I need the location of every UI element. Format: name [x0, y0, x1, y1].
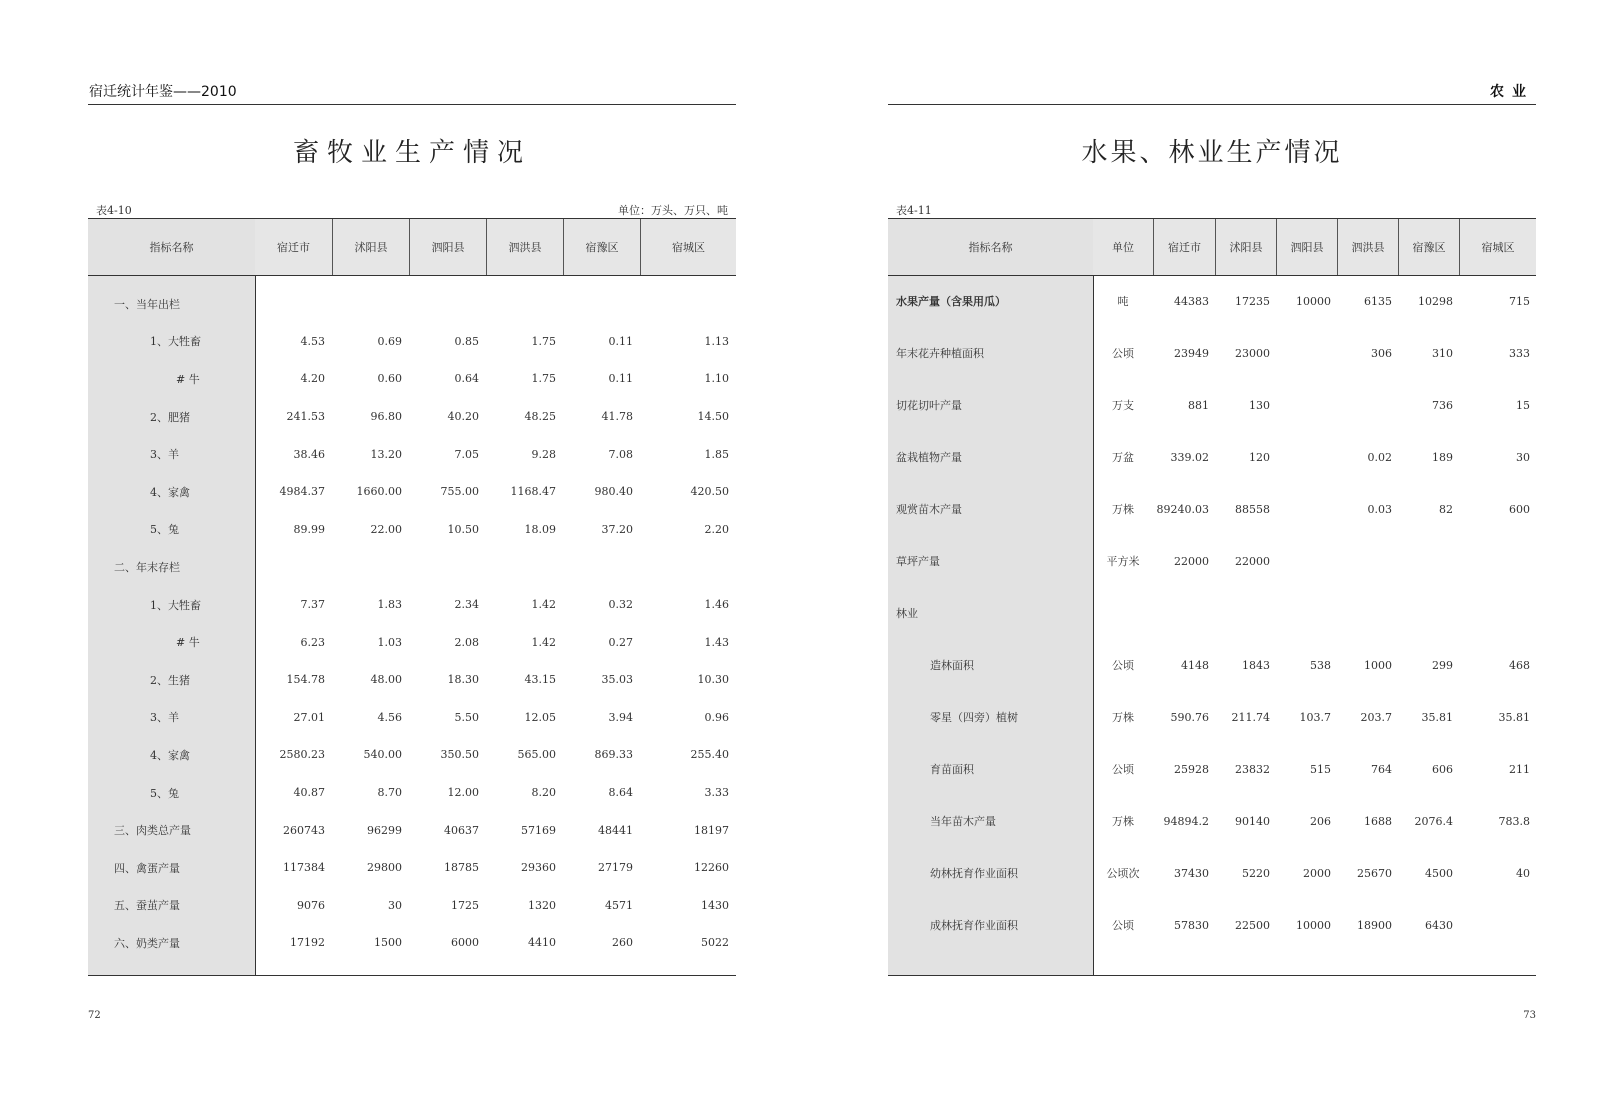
row-label: 切花切叶产量	[896, 399, 962, 412]
cell-value: 420.50	[690, 485, 729, 499]
cell-value: 5.50	[454, 710, 479, 724]
cell-value: 48.00	[370, 673, 402, 687]
cell-value: 4.53	[300, 334, 325, 348]
cell-value: 1.46	[704, 598, 729, 612]
cell-value: 0.02	[1367, 450, 1392, 464]
cell-value: 43.15	[524, 673, 556, 687]
table-row	[88, 774, 736, 812]
cell-value: 10.30	[697, 673, 729, 687]
cell-value: 27.01	[293, 710, 325, 724]
table-row	[88, 699, 736, 737]
column-header: 沭阳县	[1215, 219, 1276, 275]
cell-value: 8.20	[531, 786, 556, 800]
cell-value: 130	[1249, 398, 1270, 412]
cell-value	[88, 548, 729, 586]
cell-value: 1.10	[704, 372, 729, 386]
row-label: 2、生猪	[150, 673, 190, 687]
cell-value: 1.75	[531, 372, 556, 386]
table-row	[88, 623, 736, 661]
row-unit: 吨	[1117, 295, 1129, 308]
column-header: 沭阳县	[332, 219, 409, 275]
table-header	[888, 219, 1536, 276]
cell-value: 0.32	[608, 598, 633, 612]
table-row	[888, 899, 1536, 951]
row-unit: 公顷	[1112, 347, 1134, 360]
cell-value: 869.33	[594, 748, 633, 762]
cell-value: 538	[1310, 658, 1331, 672]
cell-value: 783.8	[1498, 814, 1530, 828]
cell-value: 41.78	[601, 410, 633, 424]
column-header: 泗洪县	[1337, 219, 1398, 275]
cell-value: 18785	[444, 861, 479, 875]
cell-value: 25928	[1174, 762, 1209, 776]
cell-value: 22000	[1235, 554, 1270, 568]
cell-value: 4.56	[377, 710, 402, 724]
cell-value: 96299	[367, 823, 402, 837]
cell-value: 22000	[1174, 554, 1209, 568]
cell-value: 88558	[1235, 502, 1270, 516]
cell-value: 0.11	[608, 372, 633, 386]
cell-value: 260743	[283, 823, 325, 837]
cell-value: 468	[1509, 658, 1530, 672]
cell-value: 57830	[1174, 918, 1209, 932]
row-label: 4、家禽	[150, 748, 190, 762]
cell-value: 22500	[1235, 918, 1270, 932]
cell-value: 37430	[1174, 866, 1209, 880]
cell-value: 1430	[701, 898, 729, 912]
cell-value: 18.30	[447, 673, 479, 687]
cell-value: 600	[1509, 502, 1530, 516]
cell-value	[888, 587, 1530, 639]
column-header: 宿豫区	[1398, 219, 1459, 275]
row-label: 一、当年出栏	[114, 297, 180, 311]
cell-value: 18.09	[524, 522, 556, 536]
cell-value: 14.50	[697, 410, 729, 424]
row-unit: 万株	[1112, 815, 1134, 828]
row-label: 3、羊	[150, 711, 179, 725]
cell-value: 6430	[1425, 918, 1453, 932]
cell-value: 40.20	[447, 410, 479, 424]
cell-value: 38.46	[293, 447, 325, 461]
cell-value: 0.69	[377, 334, 402, 348]
table-row	[88, 473, 736, 511]
column-header: 宿迁市	[1153, 219, 1215, 275]
table-row	[888, 431, 1536, 483]
row-label: 盆栽植物产量	[896, 451, 962, 464]
cell-value: 881	[1188, 398, 1209, 412]
cell-value: 3.33	[704, 786, 729, 800]
table-row	[88, 586, 736, 624]
table-row	[888, 379, 1536, 431]
cell-value: 48441	[598, 823, 633, 837]
table-row	[88, 360, 736, 398]
cell-value: 1688	[1364, 814, 1392, 828]
cell-value: 2.08	[454, 635, 479, 649]
cell-value: 4410	[528, 936, 556, 950]
cell-value: 1.42	[531, 598, 556, 612]
cell-value: 1320	[528, 898, 556, 912]
cell-value: 1.03	[377, 635, 402, 649]
cell-value: 2.34	[454, 598, 479, 612]
page-number: 73	[1523, 1010, 1536, 1021]
cell-value: 6135	[1364, 294, 1392, 308]
cell-value: 1.85	[704, 447, 729, 461]
table-row	[88, 548, 736, 586]
row-label: 当年苗木产量	[930, 815, 996, 828]
table-number: 表4-11	[896, 204, 932, 217]
cell-value: 12260	[694, 861, 729, 875]
row-label: # 牛	[176, 372, 200, 386]
cell-value	[888, 899, 1530, 951]
cell-value: 1.83	[377, 598, 402, 612]
row-label: 年末花卉种植面积	[896, 347, 984, 360]
table-row	[888, 587, 1536, 639]
cell-value: 35.81	[1421, 710, 1453, 724]
row-unit: 公顷次	[1106, 867, 1140, 880]
cell-value: 40.87	[293, 786, 325, 800]
yearbook-title: 宿迁统计年鉴——2010	[89, 84, 237, 100]
cell-value: 339.02	[1170, 450, 1209, 464]
row-label: 六、奶类产量	[114, 936, 180, 950]
page-title: 畜牧业生产情况	[292, 138, 531, 168]
row-label: 2、肥猪	[150, 410, 190, 424]
cell-value: 4984.37	[279, 485, 325, 499]
row-label: 三、肉类总产量	[114, 824, 191, 838]
row-label: 零星（四旁）植树	[930, 711, 1018, 724]
cell-value: 40637	[444, 823, 479, 837]
row-label: 观赏苗木产量	[896, 503, 962, 516]
row-unit: 万盆	[1112, 451, 1134, 464]
cell-value: 17235	[1235, 294, 1270, 308]
cell-value: 94894.2	[1163, 814, 1209, 828]
cell-value: 22.00	[370, 522, 402, 536]
cell-value: 333	[1509, 346, 1530, 360]
cell-value: 0.11	[608, 334, 633, 348]
running-header	[888, 82, 1536, 105]
table-row	[88, 849, 736, 887]
cell-value: 1500	[374, 936, 402, 950]
column-header: 宿迁市	[255, 219, 332, 275]
row-label: 育苗面积	[930, 763, 974, 776]
cell-value: 1.42	[531, 635, 556, 649]
cell-value: 2076.4	[1414, 814, 1453, 828]
cell-value: 117384	[283, 861, 325, 875]
row-label: 3、羊	[150, 448, 179, 462]
cell-value: 3.94	[608, 710, 633, 724]
cell-value: 29800	[367, 861, 402, 875]
table-row	[888, 483, 1536, 535]
cell-value: 89240.03	[1156, 502, 1209, 516]
right-page	[888, 0, 1536, 1099]
cell-value: 203.7	[1360, 710, 1392, 724]
column-header: 泗洪县	[486, 219, 563, 275]
row-label: 四、禽蛋产量	[114, 861, 180, 875]
cell-value: 37.20	[601, 522, 633, 536]
page-number: 72	[88, 1010, 101, 1021]
table-row	[88, 285, 736, 323]
cell-value: 120	[1249, 450, 1270, 464]
row-label: # 牛	[176, 636, 200, 650]
table-row	[888, 847, 1536, 899]
cell-value: 25670	[1357, 866, 1392, 880]
cell-value: 4500	[1425, 866, 1453, 880]
cell-value: 211	[1509, 762, 1530, 776]
cell-value: 1168.47	[510, 485, 556, 499]
cell-value: 590.76	[1170, 710, 1209, 724]
table-row	[88, 887, 736, 925]
row-label: 5、兔	[150, 523, 179, 537]
cell-value: 9.28	[531, 447, 556, 461]
cell-value: 23832	[1235, 762, 1270, 776]
fruit-forestry-table	[888, 218, 1536, 976]
cell-value: 18900	[1357, 918, 1392, 932]
cell-value: 2580.23	[279, 748, 325, 762]
cell-value: 13.20	[370, 447, 402, 461]
cell-value: 154.78	[286, 673, 325, 687]
unit-label: 单位：万头、万只、吨	[618, 204, 728, 217]
cell-value: 1.43	[704, 635, 729, 649]
cell-value: 5220	[1242, 866, 1270, 880]
cell-value: 306	[1371, 346, 1392, 360]
cell-value: 1000	[1364, 658, 1392, 672]
column-header: 宿豫区	[563, 219, 640, 275]
running-header	[88, 82, 736, 105]
cell-value: 57169	[521, 823, 556, 837]
row-label: 水果产量（含果用瓜）	[896, 295, 1006, 308]
column-header-indicator: 指标名称	[149, 241, 194, 254]
cell-value: 241.53	[286, 410, 325, 424]
cell-value: 7.08	[608, 447, 633, 461]
cell-value: 206	[1310, 814, 1331, 828]
table-row	[88, 736, 736, 774]
cell-value: 189	[1432, 450, 1453, 464]
cell-value: 1725	[451, 898, 479, 912]
cell-value: 103.7	[1299, 710, 1331, 724]
cell-value: 1.75	[531, 334, 556, 348]
cell-value: 565.00	[517, 748, 556, 762]
cell-value: 7.05	[454, 447, 479, 461]
table-header	[88, 219, 736, 276]
row-unit: 公顷	[1112, 763, 1134, 776]
cell-value: 12.00	[447, 786, 479, 800]
table-row	[888, 275, 1536, 327]
cell-value: 2000	[1303, 866, 1331, 880]
cell-value: 0.27	[608, 635, 633, 649]
cell-value: 35.81	[1498, 710, 1530, 724]
cell-value: 30	[1516, 450, 1530, 464]
cell-value: 4571	[605, 898, 633, 912]
row-label: 造林面积	[930, 659, 974, 672]
row-label: 林业	[896, 607, 918, 620]
cell-value: 17192	[290, 936, 325, 950]
cell-value: 7.37	[300, 598, 325, 612]
cell-value: 6000	[451, 936, 479, 950]
cell-value: 10298	[1418, 294, 1453, 308]
row-unit: 平方米	[1106, 555, 1140, 568]
cell-value: 211.74	[1231, 710, 1270, 724]
table-row	[88, 661, 736, 699]
table-row	[888, 327, 1536, 379]
cell-value: 299	[1432, 658, 1453, 672]
cell-value: 23000	[1235, 346, 1270, 360]
cell-value: 980.40	[594, 485, 633, 499]
cell-value: 82	[1439, 502, 1453, 516]
cell-value: 310	[1432, 346, 1453, 360]
cell-value: 8.70	[377, 786, 402, 800]
cell-value: 0.85	[454, 334, 479, 348]
row-unit: 万株	[1112, 711, 1134, 724]
cell-value: 89.99	[293, 522, 325, 536]
table-row	[888, 535, 1536, 587]
cell-value: 1843	[1242, 658, 1270, 672]
cell-value: 15	[1516, 398, 1530, 412]
cell-value: 6.23	[300, 635, 325, 649]
row-label: 1、大牲畜	[150, 335, 201, 349]
cell-value: 540.00	[363, 748, 402, 762]
cell-value: 0.60	[377, 372, 402, 386]
cell-value: 10000	[1296, 918, 1331, 932]
cell-value: 2.20	[704, 522, 729, 536]
row-label: 成林抚育作业面积	[930, 919, 1018, 932]
chapter-title: 农业	[1490, 84, 1534, 100]
cell-value: 40	[1516, 866, 1530, 880]
cell-value: 10.50	[447, 522, 479, 536]
cell-value	[88, 285, 729, 323]
cell-value: 255.40	[690, 748, 729, 762]
cell-value: 715	[1509, 294, 1530, 308]
row-unit: 公顷	[1112, 919, 1134, 932]
cell-value: 515	[1310, 762, 1331, 776]
cell-value: 4.20	[300, 372, 325, 386]
row-label: 幼林抚育作业面积	[930, 867, 1018, 880]
page-title: 水果、林业生产情况	[1081, 138, 1343, 168]
cell-value: 29360	[521, 861, 556, 875]
cell-value: 764	[1371, 762, 1392, 776]
cell-value: 12.05	[524, 710, 556, 724]
column-header-indicator: 指标名称	[968, 241, 1013, 254]
left-page	[88, 0, 736, 1099]
cell-value: 44383	[1174, 294, 1209, 308]
cell-value: 1.13	[704, 334, 729, 348]
row-unit: 万支	[1112, 399, 1134, 412]
cell-value: 96.80	[370, 410, 402, 424]
cell-value: 23949	[1174, 346, 1209, 360]
cell-value: 0.03	[1367, 502, 1392, 516]
table-row	[888, 743, 1536, 795]
cell-value: 606	[1432, 762, 1453, 776]
cell-value: 9076	[297, 898, 325, 912]
cell-value: 8.64	[608, 786, 633, 800]
column-header-unit: 单位	[1093, 219, 1153, 275]
cell-value: 5022	[701, 936, 729, 950]
column-header: 宿城区	[1459, 219, 1536, 275]
table-row	[88, 435, 736, 473]
row-label: 五、蚕茧产量	[114, 899, 180, 913]
row-label: 5、兔	[150, 786, 179, 800]
table-row	[88, 924, 736, 962]
cell-value: 0.96	[704, 710, 729, 724]
column-header: 宿城区	[640, 219, 736, 275]
cell-value: 260	[612, 936, 633, 950]
table-row	[88, 511, 736, 549]
row-unit: 万株	[1112, 503, 1134, 516]
cell-value	[888, 535, 1530, 587]
table-row	[888, 691, 1536, 743]
livestock-table	[88, 218, 736, 976]
cell-value: 90140	[1235, 814, 1270, 828]
cell-value: 755.00	[440, 485, 479, 499]
cell-value: 736	[1432, 398, 1453, 412]
table-row	[88, 811, 736, 849]
cell-value: 0.64	[454, 372, 479, 386]
table-row	[88, 398, 736, 436]
cell-value: 27179	[598, 861, 633, 875]
cell-value: 350.50	[440, 748, 479, 762]
cell-value: 35.03	[601, 673, 633, 687]
cell-value: 30	[388, 898, 402, 912]
table-row	[88, 323, 736, 361]
cell-value: 10000	[1296, 294, 1331, 308]
cell-value: 18197	[694, 823, 729, 837]
row-unit: 公顷	[1112, 659, 1134, 672]
column-header: 泗阳县	[1276, 219, 1337, 275]
cell-value: 48.25	[524, 410, 556, 424]
row-label: 二、年末存栏	[114, 560, 180, 574]
cell-value: 1660.00	[356, 485, 402, 499]
table-row	[888, 795, 1536, 847]
row-label: 草坪产量	[896, 555, 940, 568]
cell-value: 4148	[1181, 658, 1209, 672]
table-number: 表4-10	[96, 204, 132, 217]
table-row	[888, 639, 1536, 691]
row-label: 4、家禽	[150, 485, 190, 499]
row-label: 1、大牲畜	[150, 598, 201, 612]
column-header: 泗阳县	[409, 219, 486, 275]
